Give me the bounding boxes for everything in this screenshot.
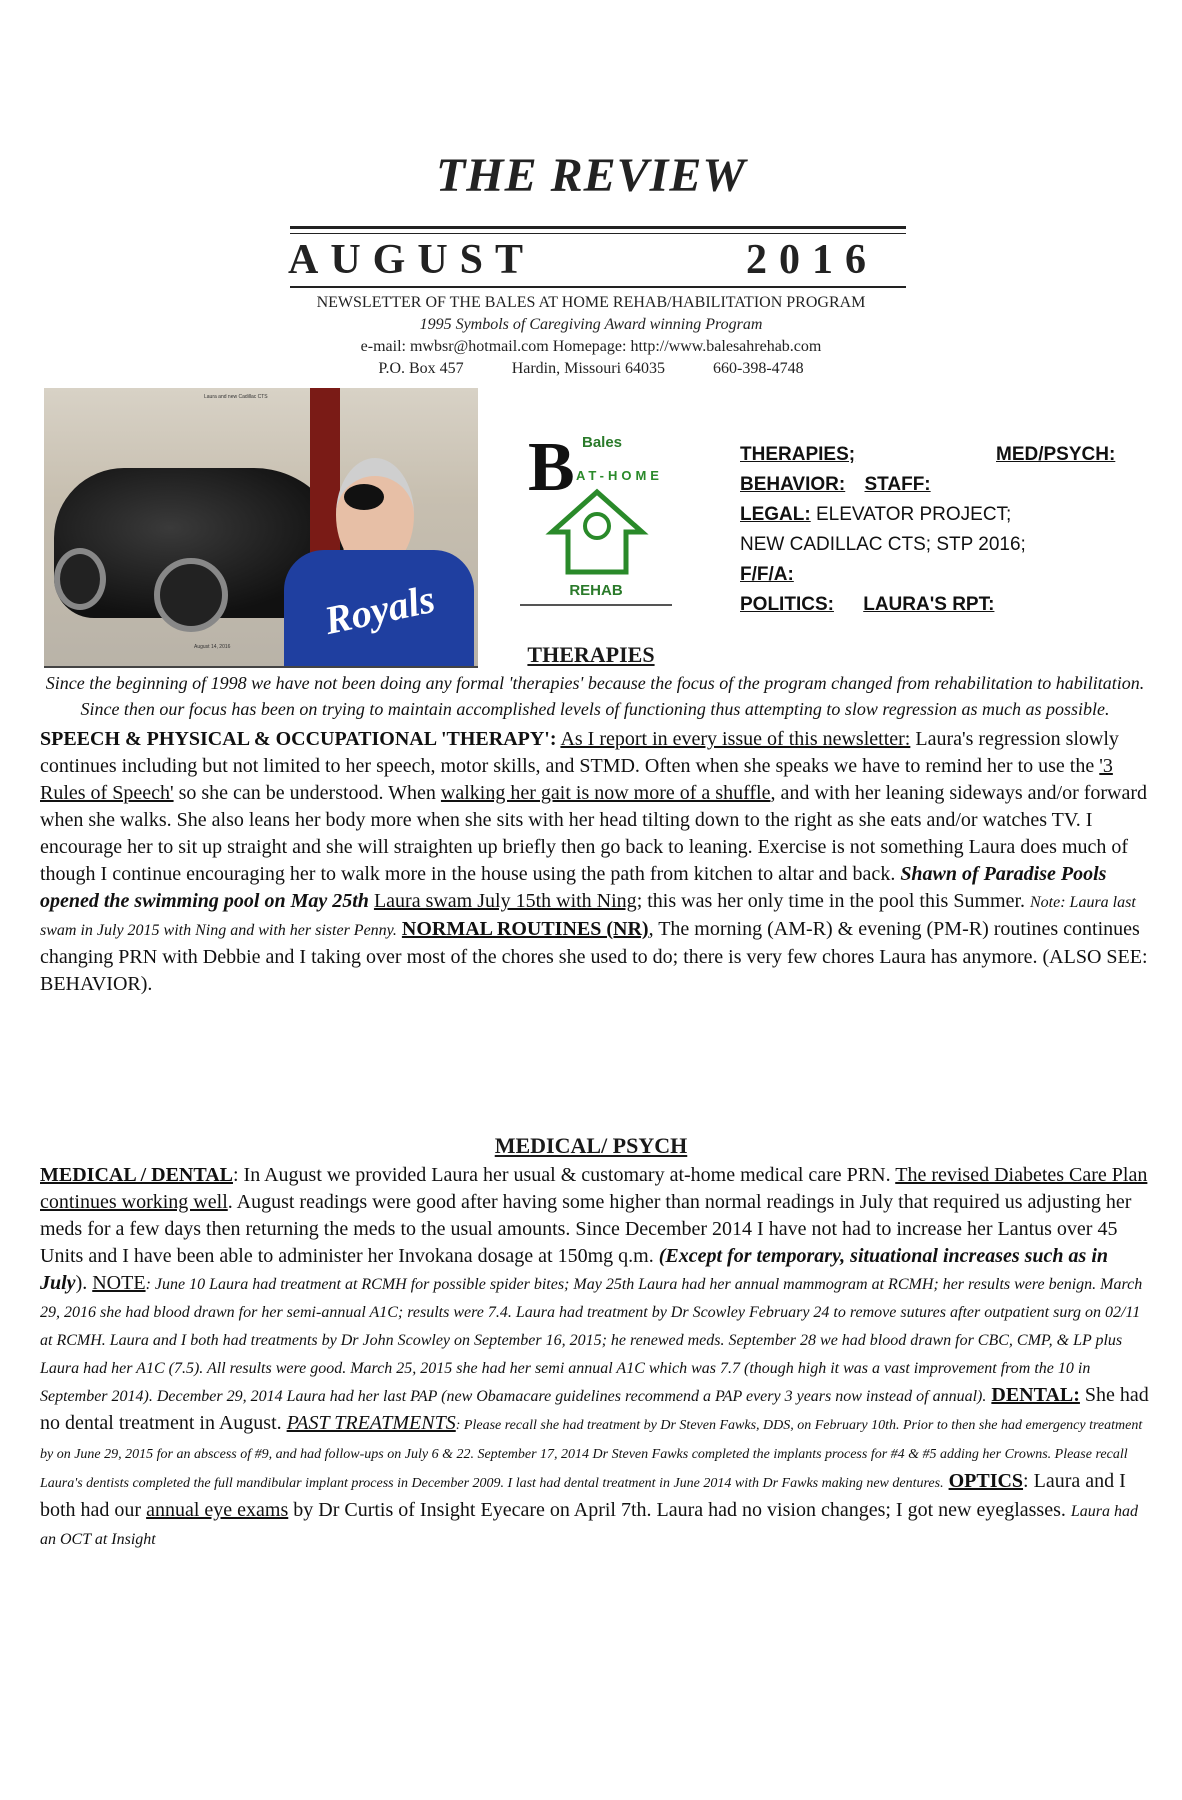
issue-month: AUGUST xyxy=(288,237,536,283)
toc-behavior: BEHAVIOR: xyxy=(740,474,846,495)
spot-text: so she can be understood. When xyxy=(173,782,441,804)
dental-label: DENTAL: xyxy=(991,1384,1080,1406)
toc-legal-items: ELEVATOR PROJECT; xyxy=(810,504,1012,525)
phone: 660-398-4748 xyxy=(713,360,804,377)
medical-section xyxy=(40,1162,1150,1553)
issue-year: 2016 xyxy=(746,237,878,283)
bales-logo xyxy=(520,428,672,606)
logo-letter: B xyxy=(528,429,575,506)
po-box: P.O. Box 457 xyxy=(378,360,464,377)
medical-heading: MEDICAL/ PSYCH xyxy=(494,1133,688,1158)
md-text: . August readings were good after having some higher than normal readings in July that required us adjusting her meds for a few days then returning the meds to the usual amounts. Since December 2014 I have not had to increase her Lantus over 45 Units and I have been able to administer her Invokana dosage at 150mg q.m. xyxy=(40,1191,1132,1267)
diabetes-plan: The revised Diabetes Care Plan continues working well xyxy=(40,1164,1148,1213)
dental-text: She had no dental treatment in August. xyxy=(40,1384,1149,1434)
photo-date: August 14, 2016 xyxy=(194,644,231,650)
walking-note: walking her gait is now more of a shuffle xyxy=(440,782,771,804)
oct-note: Laura had an OCT at Insight xyxy=(40,1503,1138,1548)
toc-therapies: THERAPIES; xyxy=(740,444,856,465)
spot-label: SPEECH & PHYSICAL & OCCUPATIONAL 'THERAPY': xyxy=(40,728,557,750)
therapies-section xyxy=(40,670,1150,998)
optics-text: by Dr Curtis of Insight Eyecare on April 7th. Laura had no vision changes; I got new eyeglasses. xyxy=(288,1499,1071,1521)
md-label: MEDICAL / DENTAL xyxy=(40,1164,233,1186)
note-text: : June 10 Laura had treatment at RCMH for possible spider bites; May 25th Laura had her annual mammogram at RCMH; her results were benign. March 29, 2016 she had blood drawn for her semi-annual A1C; results were 7.4. Laura had treatment by Dr Scowley February 24 to remove sutures after outpatient surg on 02/11 at RCMH. Laura and I both had treatments by Dr John Scowley on September 16, 2015; he renewed meds. September 28 we had blood drawn for CBC, CMP, & LP plus Laura had her A1C (7.5). All results were good. March 25, 2015 she had her semi annual A1C which was 7.7 (though high it was a vast improvement from the 10 in September 2014). December 29, 2014 Laura had her last PAP (new Obamacare guidelines recommend a PAP every 3 years now instead of annual). xyxy=(40,1276,1143,1405)
toc-legal: LEGAL: xyxy=(740,504,811,525)
car-wheel xyxy=(154,558,228,632)
eye-exams: annual eye exams xyxy=(146,1499,289,1521)
except-note: (Except for temporary, situational increases such as in July xyxy=(40,1245,1109,1294)
eye-patch xyxy=(344,484,384,510)
toc-row xyxy=(740,440,1140,470)
person xyxy=(284,458,474,668)
toc-row xyxy=(740,590,1140,620)
past-label: PAST TREATMENTS xyxy=(286,1412,456,1434)
swim-date: Laura swam July 15th with Ning xyxy=(373,890,637,912)
toc-row xyxy=(740,470,1140,500)
medical-body xyxy=(40,1162,1150,1553)
toc-lauras-rpt: LAURA'S RPT: xyxy=(863,594,995,615)
city: Hardin, Missouri 64035 xyxy=(511,360,666,377)
toc-row xyxy=(740,500,1140,530)
past-text: : Please recall she had treatment by Dr Steven Fawks, DDS, on February 10th. Prior to then she had emergency treatment by on June 29, 2015 for an abscess of #9, and had follow-ups on July 6 & 22. September 17, 2014 Dr Steven Fawks completed the implants process for #4 & #5 adding her Crowns. Please recall Laura's dentists completed the full mandibular implant process in December 2009. I last had dental treatment in June 2014 with Dr Fawks making new dentures. xyxy=(40,1418,1143,1491)
therapies-heading: THERAPIES xyxy=(527,642,655,667)
swim-note: Note: Laura last swam in July 2015 with Ning and with her sister Penny. xyxy=(40,894,1136,939)
award-line: 1995 Symbols of Caregiving Award winning Program xyxy=(419,316,763,333)
toc-ffa: F/F/A: xyxy=(740,564,794,585)
therapies-intro: Since the beginning of 1998 we have not been doing any formal 'therapies' because the focus of the program changed from rehabilitation to habilitation. Since then our focus has been on trying to maintain accomplished levels of functioning thus attempting to slow regression as much as possible. xyxy=(45,673,1145,719)
table-of-contents xyxy=(740,440,1140,620)
logo-ring-text: AT-HOME xyxy=(576,468,663,483)
spot-text: ; this was her only time in the pool this Summer. xyxy=(636,890,1030,912)
car-wheel xyxy=(54,548,106,610)
masthead-info xyxy=(0,292,1182,380)
contact-line: e-mail: mwbsr@hotmail.com Homepage: http://www.balesahrehab.com xyxy=(360,338,822,355)
rules-of-speech: '3 Rules of Speech' xyxy=(40,755,1113,804)
toc-med-psych: MED/PSYCH: xyxy=(996,444,1116,465)
newsletter-subtitle: NEWSLETTER OF THE BALES AT HOME REHAB/HABILITATION PROGRAM xyxy=(316,294,866,311)
optics-text: : Laura and I both had our xyxy=(40,1470,1126,1521)
masthead-title: THE REVIEW xyxy=(435,149,747,202)
nr-text: , The morning (AM-R) & evening (PM-R) routines continues changing PRN with Debbie and I taking over most of the chores she used to do; there is very few chores Laura has anymore. (ALSO SEE: BEHAVIOR). xyxy=(40,918,1148,995)
masthead-rule-top xyxy=(290,226,906,229)
toc-row xyxy=(740,530,1140,560)
toc-staff: STAFF: xyxy=(864,474,931,495)
house-icon xyxy=(542,486,652,578)
shirt-text: Royals xyxy=(320,575,439,644)
toc-row xyxy=(740,560,1140,590)
toc-line: NEW CADILLAC CTS; STP 2016; xyxy=(740,534,1026,555)
address-line xyxy=(0,358,1182,380)
md-text: : In August we provided Laura her usual & customary at-home medical care PRN. xyxy=(233,1164,896,1186)
md-text: ). xyxy=(75,1272,93,1294)
masthead-rule-bottom xyxy=(290,286,906,288)
pool-opening: Shawn of Paradise Pools opened the swimming pool on May 25th xyxy=(40,863,1107,912)
spot-text: Laura's regression slowly continues including but not limited to her speech, motor skills, and STMD. Often when she speaks we have to remind her to use the xyxy=(40,728,1119,777)
therapies-body xyxy=(40,726,1150,998)
note-label: NOTE xyxy=(92,1272,146,1294)
nr-label: NORMAL ROUTINES (NR) xyxy=(401,918,649,940)
photo-caption: Laura and new Cadillac CTS xyxy=(204,394,268,400)
optics-label: OPTICS xyxy=(948,1470,1024,1492)
masthead-rule-thin xyxy=(290,233,906,234)
toc-politics: POLITICS: xyxy=(740,594,834,615)
laura-photo xyxy=(44,388,478,668)
logo-label: REHAB xyxy=(569,582,623,599)
spot-text: , and with her leaning sideways and/or forward when she walks. She also leans her body more when she sits with her head tilting down to the right as she eats and/or watches TV. I encourage her to sit up straight and she will straighten up briefly then go back to leaning. Exercise is not something Laura does much of though I continue encouraging her to walk more in the house using the path from kitchen to altar and back. xyxy=(40,782,1148,885)
logo-name: Bales xyxy=(582,434,623,451)
spot-lead: As I report in every issue of this newsletter: xyxy=(560,728,911,750)
